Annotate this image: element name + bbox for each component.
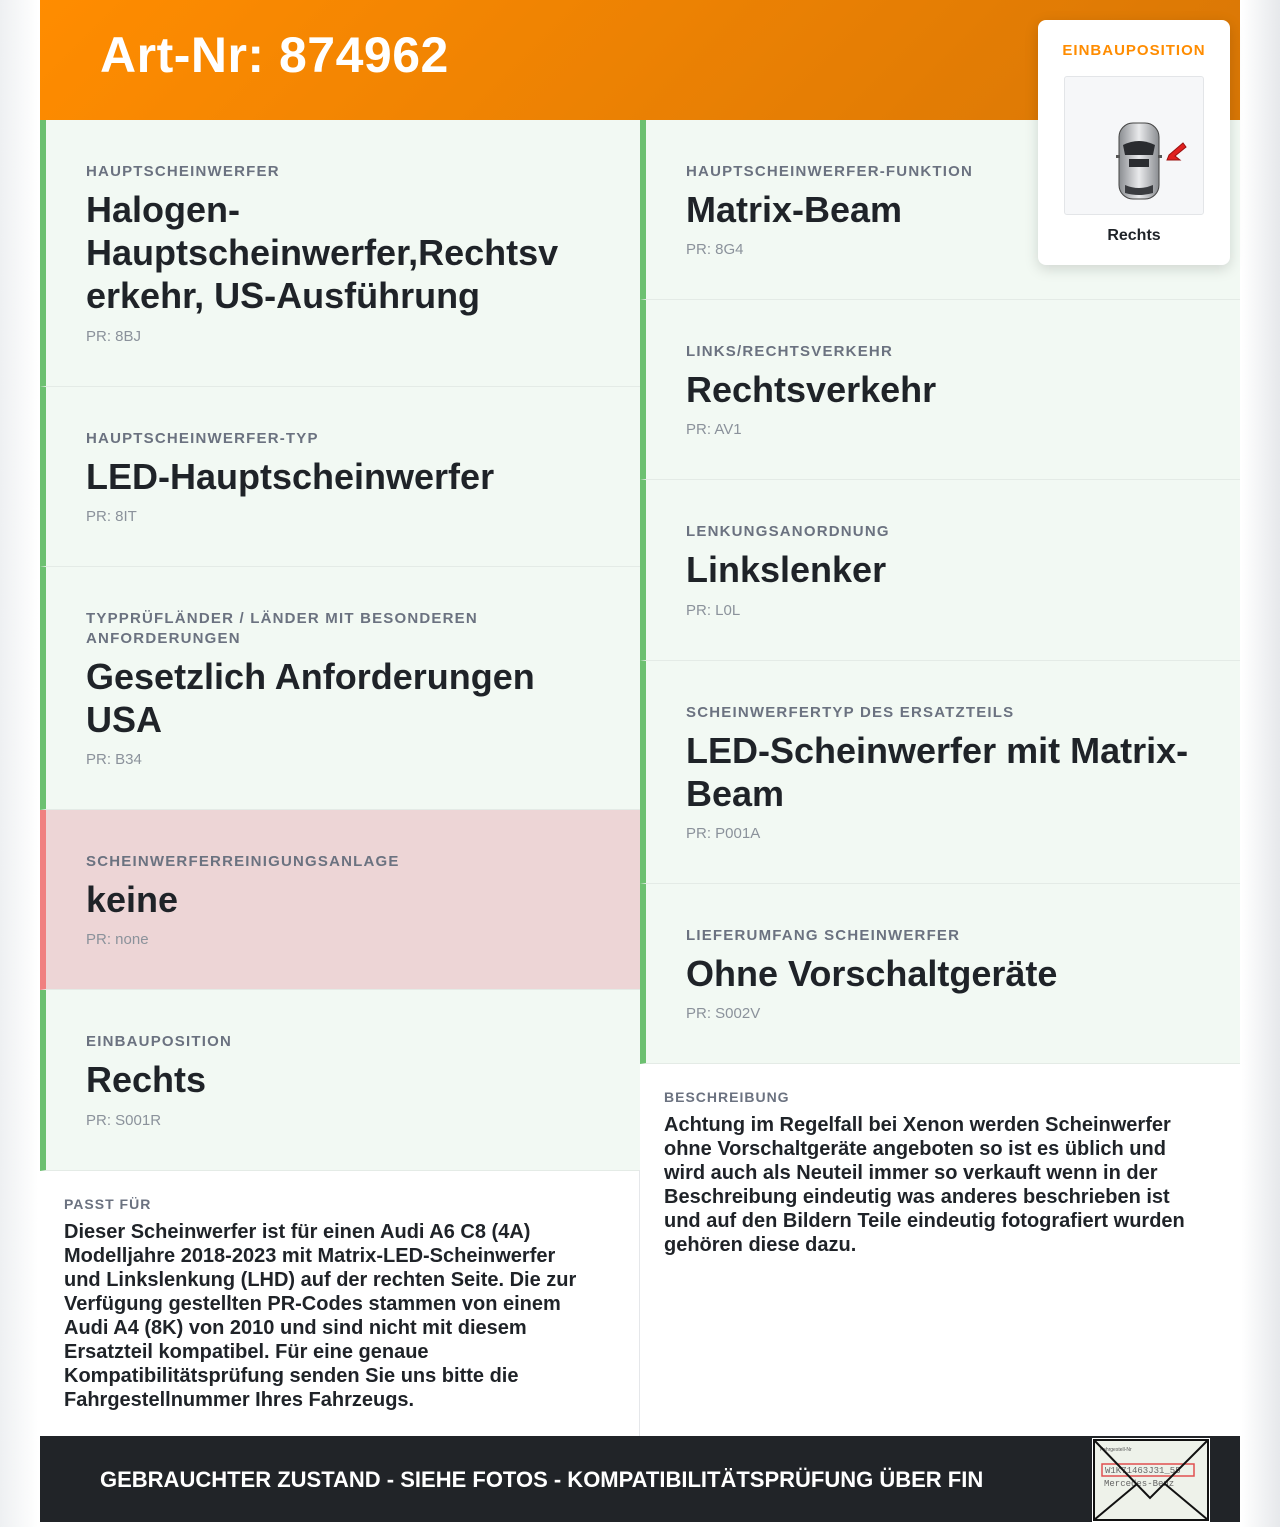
spec-pr-code: PR: B34: [86, 751, 142, 768]
spec-value: LED-Scheinwerfer mit Matrix-Beam: [686, 730, 1189, 814]
fits-for-text: Dieser Scheinwerfer ist für einen Audi A6 C8 (4A) Modelljahre 2018-2023 mit Matrix-LED-Scheinwerfer und Linkslenkung (LHD) auf der rechten Seite. Die zur Verfügung gestellten PR-Codes stammen von einem Audi A4 (8K) von 2010 und sind nicht mit diesem Ersatzteil kompatibel. Für eine genaue Kompatibilitätsprüfung senden Sie uns bitte die Fahrgestellnummer Ihres Fahrzeugs.: [64, 1221, 577, 1411]
spec-value: Matrix-Beam: [686, 189, 903, 230]
spec-pr-code: PR: S002V: [686, 1005, 761, 1022]
spec-pr-code: PR: AV1: [686, 421, 742, 438]
spec-pr-code: PR: none: [86, 931, 149, 948]
position-card-title: EINBAUPOSITION: [1062, 42, 1206, 59]
spec-value: Rechtsverkehr: [686, 369, 937, 410]
spec-cell-einbauposition: [40, 990, 640, 1171]
spec-value: Linkslenker: [686, 549, 887, 590]
spec-label: LIEFERUMFANG SCHEINWERFER: [686, 927, 961, 944]
car-top-view-with-arrow-icon: [1064, 76, 1204, 215]
description-section: [640, 1064, 1240, 1436]
spec-pr-code: PR: P001A: [686, 825, 761, 842]
spec-column-left: [40, 120, 640, 1171]
spec-cell-scheinwerferreinigungsanlage: [40, 810, 640, 990]
fits-for-section: [40, 1171, 640, 1436]
svg-text:Fahrgestell-Nr: Fahrgestell-Nr: [1100, 1447, 1132, 1453]
spec-value: Rechts: [86, 1059, 207, 1100]
article-number-title: Art-Nr: 874962: [100, 27, 449, 83]
spec-label: HAUPTSCHEINWERFER-FUNKTION: [686, 163, 974, 180]
spec-label: SCHEINWERFERTYP DES ERSATZTEILS: [686, 704, 1015, 721]
position-card-label: Rechts: [1107, 227, 1161, 244]
spec-cell-typpruflaender: [40, 567, 640, 810]
footer-bar: [40, 1436, 1240, 1522]
spec-value: Halogen- Hauptscheinwerfer,Rechtsv erkehr, US-Ausführung: [86, 189, 559, 316]
product-sheet: [40, 0, 1240, 1522]
spec-pr-code: PR: 8G4: [686, 241, 744, 258]
spec-cell-lenkungsanordnung: [640, 480, 1240, 661]
spec-label: TYPPRÜFLÄNDER / LÄNDER MIT BESONDEREN ANFORDERUNGEN: [86, 610, 478, 647]
footer-notice: GEBRAUCHTER ZUSTAND - SIEHE FOTOS - KOMPATIBILITÄTSPRÜFUNG ÜBER FIN: [100, 1467, 984, 1492]
spec-cell-hauptscheinwerfer: [40, 120, 640, 387]
spec-cell-links-rechtsverkehr: [640, 300, 1240, 480]
spec-value: keine: [86, 879, 179, 920]
spec-label: HAUPTSCHEINWERFER-TYP: [86, 430, 319, 447]
spec-cell-hauptscheinwerfer-typ: [40, 387, 640, 567]
spec-pr-code: PR: L0L: [686, 602, 741, 619]
svg-text:Mercedes-Benz: Mercedes-Benz: [1104, 1479, 1175, 1489]
spec-value: Gesetzlich Anforderungen USA: [86, 656, 535, 740]
spec-pr-code: PR: 8BJ: [86, 328, 142, 345]
spec-value: Ohne Vorschaltgeräte: [686, 953, 1058, 994]
spec-pr-code: PR: 8IT: [86, 508, 137, 525]
description-text: Achtung im Regelfall bei Xenon werden Scheinwerfer ohne Vorschaltgeräte angeboten so ist es üblich und wird auch als Neuteil immer so verkauft wenn in der Beschreibung eindeutig was anderes beschrieben ist und auf den Bildern Teile eindeutig fotografiert wurden gehören diese dazu.: [664, 1114, 1185, 1256]
spec-label: HAUPTSCHEINWERFER: [86, 163, 280, 180]
installation-position-card: [1038, 20, 1230, 265]
spec-value: LED-Hauptscheinwerfer: [86, 456, 495, 497]
spec-label: EINBAUPOSITION: [86, 1033, 232, 1050]
spec-cell-lieferumfang: [640, 884, 1240, 1064]
spec-cell-scheinwerfertyp-ersatzteil: [640, 661, 1240, 884]
description-label: BESCHREIBUNG: [664, 1089, 790, 1105]
svg-text:W1K71463J31_55: W1K71463J31_55: [1105, 1466, 1181, 1476]
spec-label: LINKS/RECHTSVERKEHR: [686, 343, 893, 360]
vin-envelope-icon: [1092, 1438, 1210, 1522]
spec-label: SCHEINWERFERREINIGUNGSANLAGE: [86, 853, 400, 870]
fits-for-label: PASST FÜR: [64, 1196, 152, 1212]
spec-pr-code: PR: S001R: [86, 1112, 162, 1129]
spec-label: LENKUNGSANORDNUNG: [686, 523, 890, 540]
